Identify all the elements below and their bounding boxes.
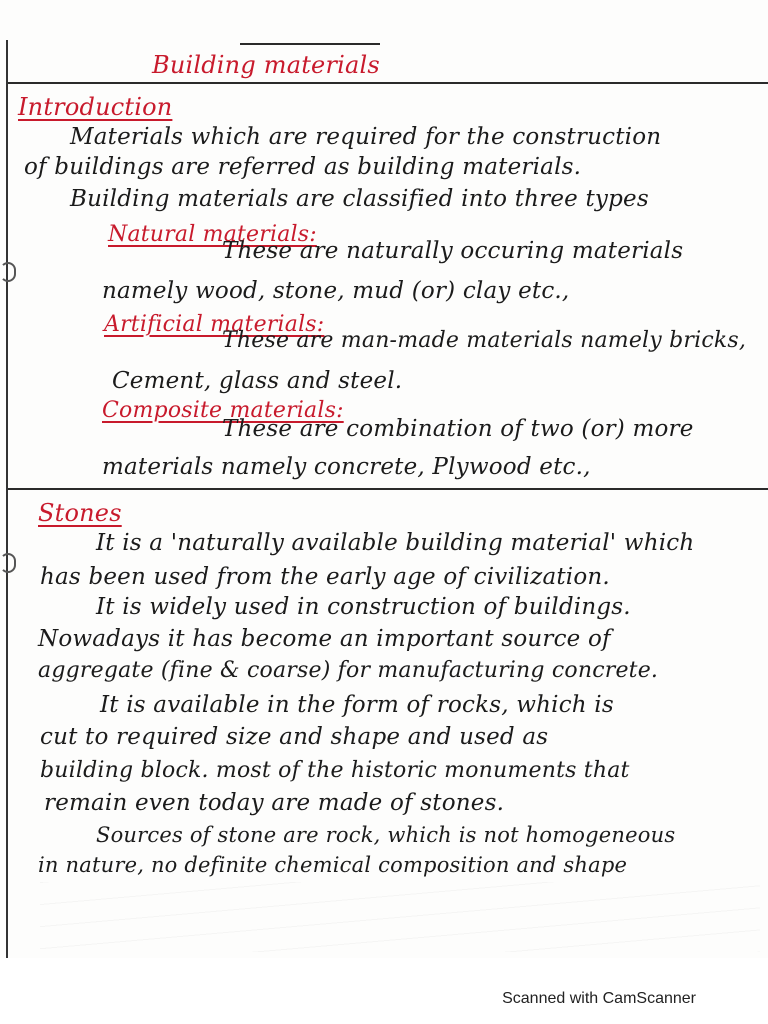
stones-line: cut to required size and shape and used as bbox=[40, 724, 549, 750]
artificial-line: These are man-made materials namely bricks, bbox=[222, 328, 747, 353]
introduction-heading: Introduction bbox=[18, 93, 173, 121]
scanner-watermark: Scanned with CamScanner bbox=[502, 990, 696, 1007]
stones-line: building block. most of the historic monuments that bbox=[40, 758, 630, 783]
intro-line: Materials which are required for the construction bbox=[70, 124, 662, 150]
section-divider bbox=[8, 488, 768, 490]
stones-line: It is a 'naturally available building material' which bbox=[96, 530, 695, 556]
composite-line: These are combination of two (or) more bbox=[222, 416, 694, 442]
stones-line: Sources of stone are rock, which is not homogeneous bbox=[96, 823, 676, 847]
natural-line: These are naturally occuring materials bbox=[222, 238, 684, 264]
stones-line: aggregate (fine & coarse) for manufacturing concrete. bbox=[38, 658, 659, 683]
stones-line: has been used from the early age of civilization. bbox=[40, 564, 610, 590]
intro-line: Building materials are classified into three types bbox=[70, 186, 649, 212]
composite-line: materials namely concrete, Plywood etc., bbox=[102, 454, 591, 480]
stones-line: in nature, no definite chemical composition and shape bbox=[38, 853, 628, 877]
stones-line: Nowadays it has become an important source of bbox=[38, 626, 611, 652]
bleed-through-texture bbox=[40, 882, 760, 952]
stones-heading: Stones bbox=[38, 499, 122, 527]
artificial-materials-heading: Artificial materials: bbox=[104, 312, 325, 337]
page-title: Building materials bbox=[152, 51, 380, 79]
binder-ring-icon bbox=[0, 553, 16, 573]
stones-line: remain even today are made of stones. bbox=[44, 790, 505, 816]
intro-line: of buildings are referred as building materials. bbox=[24, 154, 582, 180]
natural-materials-heading: Natural materials: bbox=[108, 222, 317, 247]
page-left-edge bbox=[6, 40, 8, 958]
composite-materials-heading: Composite materials: bbox=[102, 398, 344, 423]
natural-line: namely wood, stone, mud (or) clay etc., bbox=[102, 278, 570, 304]
binder-ring-icon bbox=[0, 262, 16, 282]
artificial-line: Cement, glass and steel. bbox=[112, 368, 403, 394]
stones-line: It is widely used in construction of buildings. bbox=[96, 594, 631, 620]
stones-line: It is available in the form of rocks, which is bbox=[100, 692, 614, 718]
header-rule bbox=[8, 82, 768, 84]
top-rule-short bbox=[240, 43, 380, 45]
